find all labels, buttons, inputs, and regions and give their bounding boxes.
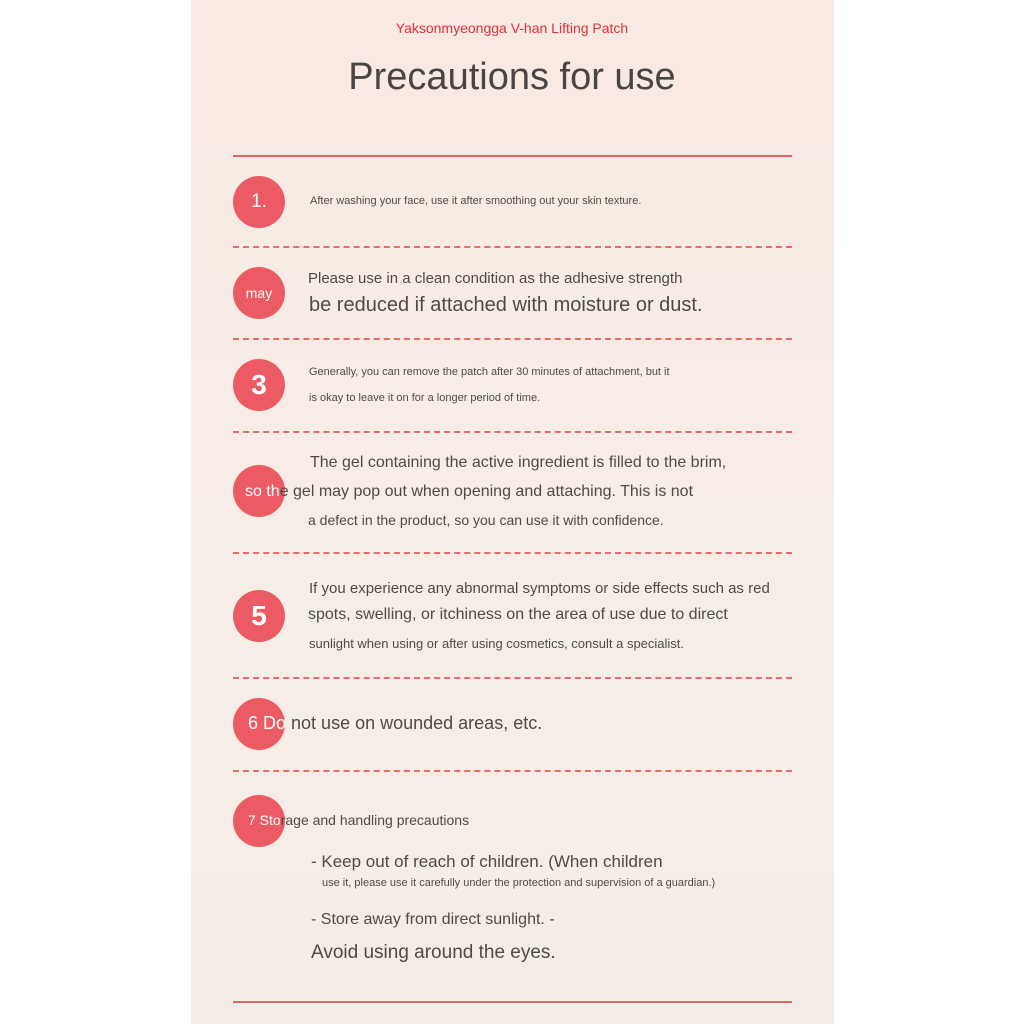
item-7-badge-text: 7 Sto <box>248 812 281 828</box>
item-7-line-2: - Keep out of reach of children. (When children <box>311 852 663 871</box>
divider-2 <box>233 338 792 340</box>
item-2-badge: may <box>233 267 285 319</box>
item-6-text <box>248 713 542 734</box>
item-4-line-2 <box>245 483 693 501</box>
top-divider <box>233 155 792 157</box>
divider-1 <box>233 246 792 248</box>
brand-name: Yaksonmyeongga V-han Lifting Patch <box>395 20 629 36</box>
divider-4 <box>233 552 792 554</box>
item-2-line-1: Please use in a clean condition as the adhesive strength <box>308 270 683 287</box>
item-7-line-4: - Store away from direct sunlight. - <box>311 911 555 928</box>
item-7-line-5: Avoid using around the eyes. <box>311 942 556 963</box>
divider-3 <box>233 431 792 433</box>
item-7-line-1: rage and handling precautions <box>280 812 470 828</box>
divider-5 <box>233 677 792 679</box>
item-2-line-2: be reduced if attached with moisture or dust. <box>309 294 703 316</box>
item-7-line-3: use it, please use it carefully under the protection and supervision of a guardian.) <box>322 877 716 889</box>
page-title: Precautions for use <box>348 56 676 98</box>
item-4-line-1: The gel containing the active ingredient is filled to the brim, <box>310 454 727 471</box>
item-3-badge: 3 <box>233 359 285 411</box>
item-4-line-2-text: e gel may pop out when opening and attaching. This is not <box>279 483 694 500</box>
item-5-line-1: If you experience any abnormal symptoms or side effects such as red <box>309 580 770 597</box>
item-4-line-3: a defect in the product, so you can use it with confidence. <box>308 512 664 528</box>
divider-6 <box>233 770 792 772</box>
bottom-divider <box>233 1001 792 1003</box>
item-6-badge-text: 6 Do <box>248 713 287 733</box>
item-6-line-1: not use on wounded areas, etc. <box>286 713 543 733</box>
item-5-line-3: sunlight when using or after using cosmetics, consult a specialist. <box>309 636 685 651</box>
item-7-heading <box>248 812 469 828</box>
item-3-line-2: is okay to leave it on for a longer period of time. <box>309 392 541 404</box>
item-4-badge-text: so th <box>245 483 280 500</box>
item-3-line-1: Generally, you can remove the patch after 30 minutes of attachment, but it <box>309 366 670 378</box>
item-5-badge: 5 <box>233 590 285 642</box>
item-1-badge: 1. <box>233 176 285 228</box>
item-5-line-2: spots, swelling, or itchiness on the area of use due to direct <box>308 606 728 623</box>
item-1-text: After washing your face, use it after smoothing out your skin texture. <box>310 195 642 207</box>
